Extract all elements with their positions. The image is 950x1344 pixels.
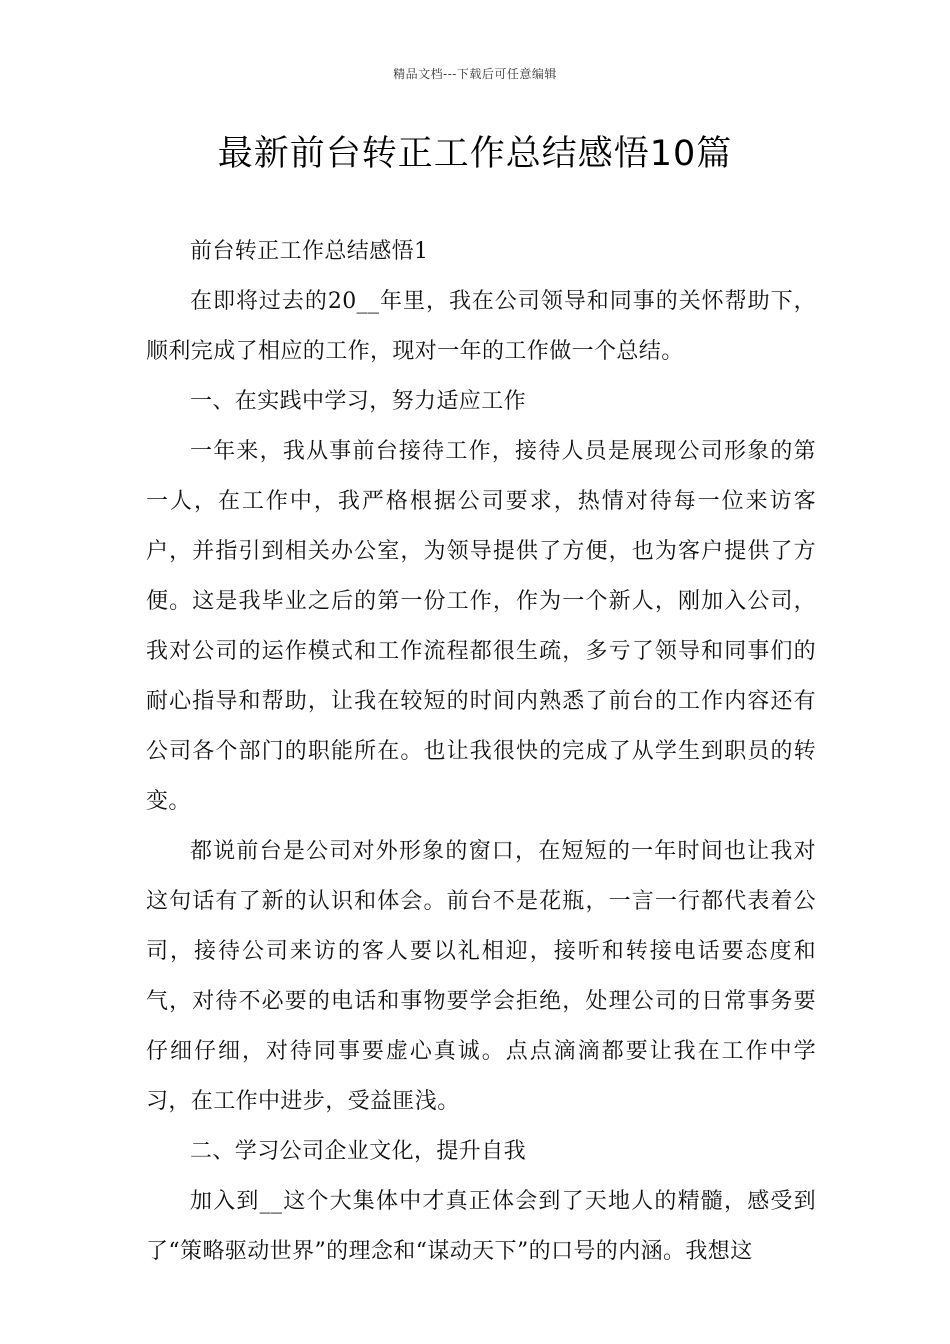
paragraph: 加入到__这个大集体中才真正体会到了天地人的精髓，感受到了“策略驱动世界”的理念和“谋动天下”的口号的内涵。我想这	[146, 1189, 816, 1264]
document-title: 最新前台转正工作总结感悟10篇	[217, 134, 733, 174]
section-heading: 前台转正工作总结感悟1	[190, 239, 429, 264]
paragraph: 都说前台是公司对外形象的窗口，在短短的一年时间也让我对这句话有了新的认识和体会。前台不是花瓶，一言一行都代表着公司，接待公司来访的客人要以礼相迎，接听和转接电话要态度和气，对待不必要的电话和事物要学会拒绝，处理公司的日常事务要仔细仔细，对待同事要虚心真诚。点点滴滴都要让我在工作中学习，在工作中进步，受益匪浅。	[146, 839, 816, 1114]
paragraph: 在即将过去的20__年里，我在公司领导和同事的关怀帮助下，顺利完成了相应的工作，现对一年的工作做一个总结。	[146, 289, 816, 364]
header-note: 精品文档---下载后可任意编辑	[393, 67, 557, 81]
subsection-heading: 一、在实践中学习，努力适应工作	[190, 389, 527, 414]
subsection-heading: 二、学习公司企业文化，提升自我	[190, 1139, 527, 1164]
paragraph: 一年来，我从事前台接待工作，接待人员是展现公司形象的第一人，在工作中，我严格根据公司要求，热情对待每一位来访客户，并指引到相关办公室，为领导提供了方便，也为客户提供了方便。这是我毕业之后的第一份工作，作为一个新人，刚加入公司，我对公司的运作模式和工作流程都很生疏，多亏了领导和同事们的耐心指导和帮助，让我在较短的时间内熟悉了前台的工作内容还有公司各个部门的职能所在。也让我很快的完成了从学生到职员的转变。	[146, 439, 816, 814]
document-body	[146, 227, 816, 1277]
